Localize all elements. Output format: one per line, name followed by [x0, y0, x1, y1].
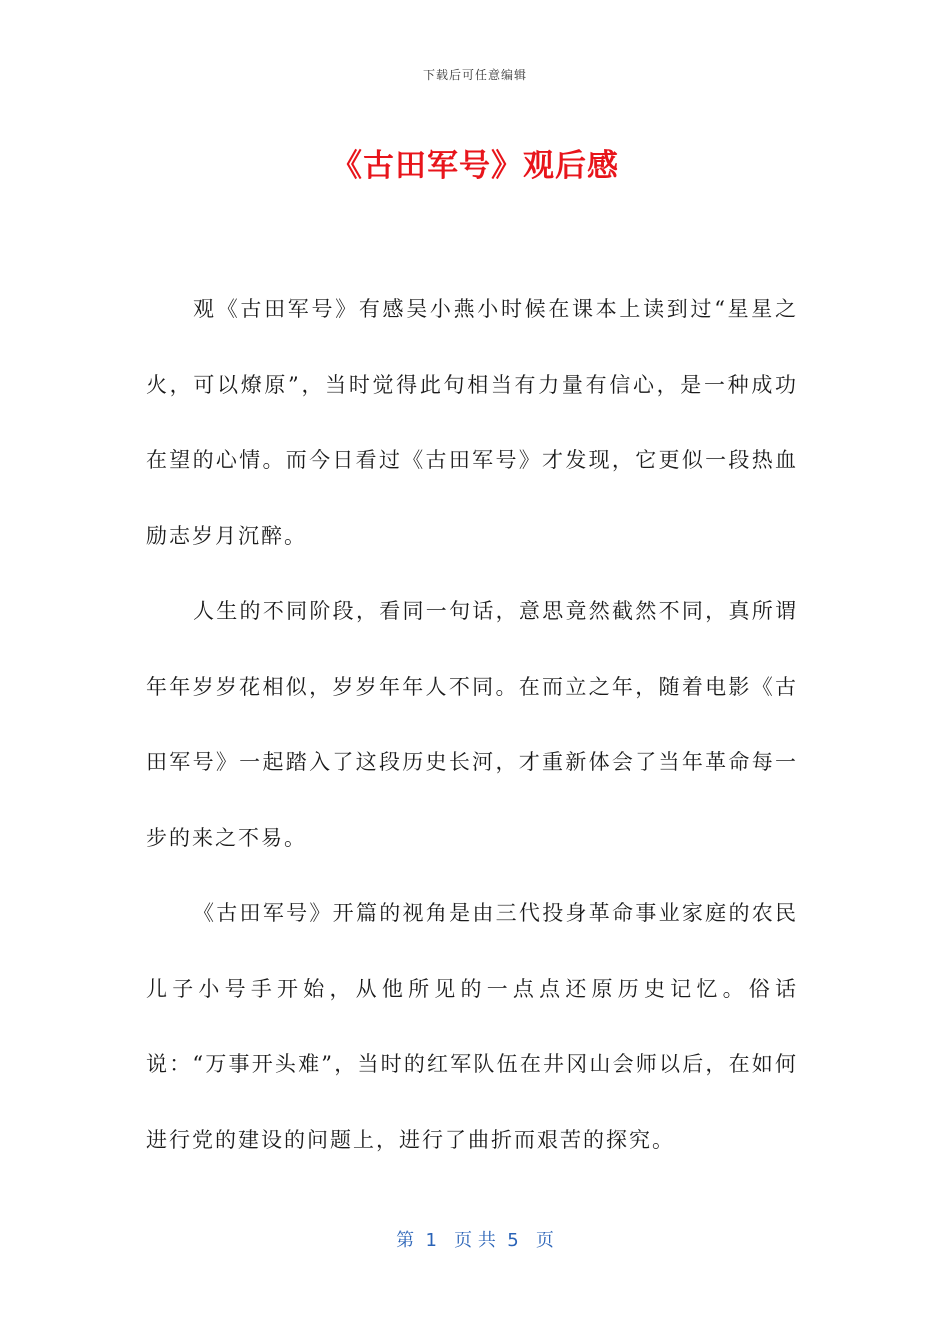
paragraph-3: 《古田军号》开篇的视角是由三代投身革命事业家庭的农民儿子小号手开始，从他所见的一点点还原历史记忆。俗话说：“万事开头难”，当时的红军队伍在井冈山会师以后，在如何进行党的建设的问题上，进行了曲折而艰苦的探究。: [146, 901, 798, 1152]
paragraph-2: 人生的不同阶段，看同一句话，意思竟然截然不同，真所谓年年岁岁花相似，岁岁年年人不同。在而立之年，随着电影《古田军号》一起踏入了这段历史长河，才重新体会了当年革命每一步的来之不易。: [146, 599, 798, 850]
document-title: 《古田军号》观后感: [331, 148, 619, 184]
header-note: 下载后可任意编辑: [422, 68, 527, 82]
page-number-footer: 第 1 页 共 5 页: [396, 1230, 554, 1251]
paragraph-1: 观《古田军号》有感吴小燕小时候在课本上读到过“星星之火，可以燎原”，当时觉得此句相当有力量有信心，是一种成功在望的心情。而今日看过《古田军号》才发现，它更似一段热血励志岁月沉醉。: [146, 297, 798, 548]
document-body: [146, 272, 798, 1178]
